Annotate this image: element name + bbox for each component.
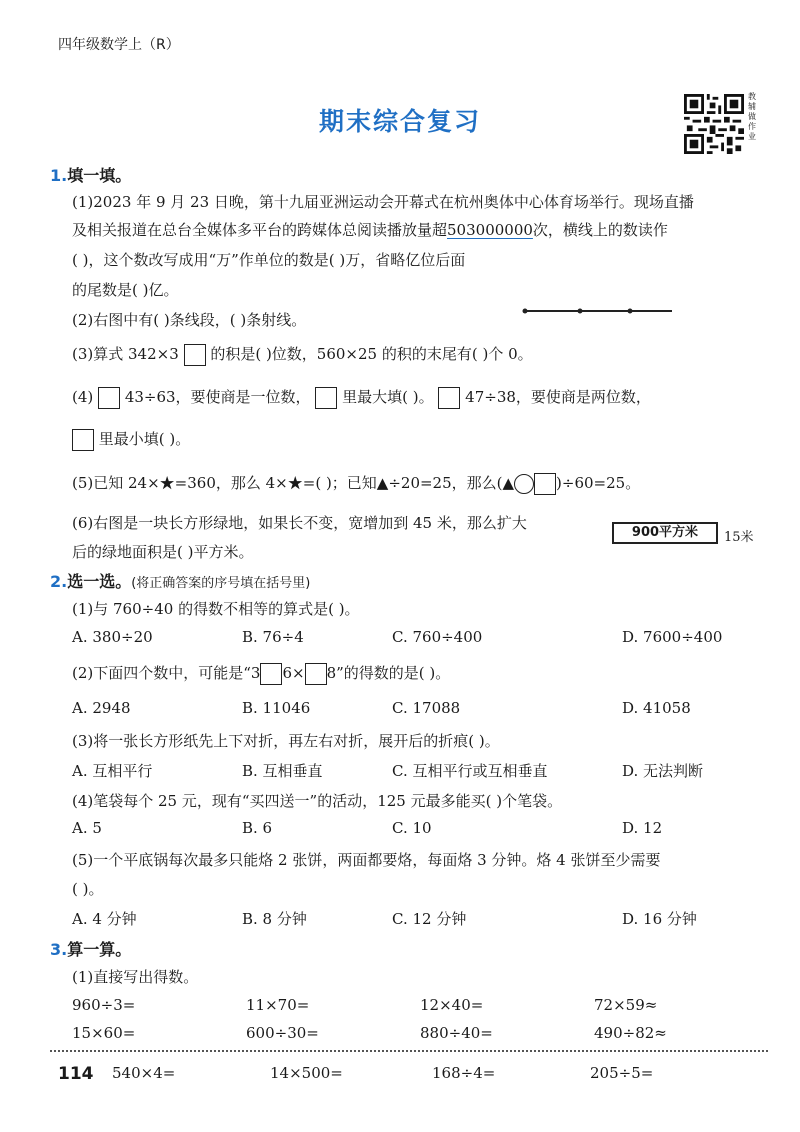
calc-item: 540×4= <box>112 1064 176 1082</box>
q1-2: (2)右图中有( )条线段，( )条射线。 <box>72 311 307 329</box>
answer-box[interactable] <box>98 387 120 409</box>
q1-4-text-e: 里最小填( )。 <box>98 430 191 448</box>
q1-4-label: (4) <box>72 388 94 406</box>
calc-item: 14×500= <box>270 1064 343 1082</box>
option-c[interactable]: C. 760÷400 <box>392 628 483 646</box>
answer-box[interactable] <box>72 429 94 451</box>
option-b[interactable]: B. 76÷4 <box>242 628 304 646</box>
section-title: 填一填。 <box>67 166 132 185</box>
option-b[interactable]: B. 6 <box>242 819 273 837</box>
option-c[interactable]: C. 互相平行或互相垂直 <box>392 762 548 780</box>
calc-item: 12×40= <box>420 996 484 1014</box>
q2-2-text-a: (2)下面四个数中，可能是“3 <box>72 664 261 682</box>
section-2-heading <box>50 569 310 592</box>
line-segment-diagram <box>522 304 674 318</box>
q1-1-line1: (1)2023 年 9 月 23 日晚，第十九届亚洲运动会开幕式在杭州奥体中心体育场举行。现场直播 <box>72 193 694 211</box>
option-a[interactable]: A. 2948 <box>72 699 131 717</box>
calc-item: 960÷3= <box>72 996 136 1014</box>
option-a[interactable]: A. 380÷20 <box>72 628 153 646</box>
answer-box[interactable] <box>438 387 460 409</box>
q1-3 <box>72 343 533 366</box>
answer-box[interactable] <box>534 473 556 495</box>
option-a[interactable]: A. 5 <box>72 819 102 837</box>
q1-4-text-c: 里最大填( )。 <box>342 388 434 406</box>
q1-1-line3: ( )，这个数改写成用“万”作单位的数是( )万，省略亿位后面 <box>72 251 466 269</box>
q1-3-text-a: (3)算式 342×3 <box>72 345 179 363</box>
answer-box[interactable] <box>184 344 206 366</box>
section-number: 2. <box>50 572 68 591</box>
calc-item: 168÷4= <box>432 1064 496 1082</box>
q2-5-line2: ( )。 <box>72 880 104 898</box>
calc-item: 15×60= <box>72 1024 136 1042</box>
section-title: 算一算。 <box>67 940 132 959</box>
option-a[interactable]: A. 4 分钟 <box>72 910 137 928</box>
q2-3: (3)将一张长方形纸先上下对折，再左右对折，展开后的折痕( )。 <box>72 732 500 750</box>
q1-1-line4: 的尾数是( )亿。 <box>72 281 179 299</box>
option-d[interactable]: D. 7600÷400 <box>622 628 723 646</box>
q3-1: (1)直接写出得数。 <box>72 968 199 986</box>
q2-1: (1)与 760÷40 的得数不相等的算式是( )。 <box>72 600 360 618</box>
option-d[interactable]: D. 12 <box>622 819 663 837</box>
calc-item: 600÷30= <box>246 1024 319 1042</box>
calc-item: 880÷40= <box>420 1024 493 1042</box>
section-1-heading <box>50 163 131 186</box>
q2-2-text-b: 6× <box>282 664 305 682</box>
option-d[interactable]: D. 41058 <box>622 699 691 717</box>
underlined-number: 503000000 <box>447 221 533 239</box>
page-divider <box>50 1050 768 1052</box>
option-c[interactable]: C. 12 分钟 <box>392 910 467 928</box>
q1-5-text-a: (5)已知 24×★=360，那么 4×★=( )；已知▲÷20=25，那么(▲ <box>72 474 515 492</box>
calc-item: 490÷82≈ <box>594 1024 667 1042</box>
q1-1-text-a: 及相关报道在总台全媒体多平台的跨媒体总阅读播放量超 <box>72 221 448 239</box>
q1-4-line1 <box>72 386 651 409</box>
q2-2-text-c: 8”的得数的是( )。 <box>326 664 451 682</box>
q1-6-line2: 后的绿地面积是( )平方米。 <box>72 543 254 561</box>
q1-4-line2 <box>72 428 190 451</box>
q2-4: (4)笔袋每个 25 元，现有“买四送一”的活动，125 元最多能买( )个笔袋。 <box>72 792 563 810</box>
section-number: 1. <box>50 166 68 185</box>
option-c[interactable]: C. 10 <box>392 819 432 837</box>
calc-item: 205÷5= <box>590 1064 654 1082</box>
answer-box[interactable] <box>305 663 327 685</box>
section-note: (将正确答案的序号填在括号里) <box>131 576 311 591</box>
rectangle-width-label: 15米 <box>724 530 754 545</box>
page-title: 期末综合复习 <box>318 107 481 136</box>
answer-circle[interactable] <box>514 474 534 494</box>
option-a[interactable]: A. 互相平行 <box>72 762 153 780</box>
section-number: 3. <box>50 940 68 959</box>
option-b[interactable]: B. 互相垂直 <box>242 762 323 780</box>
option-d[interactable]: D. 无法判断 <box>622 762 704 780</box>
option-b[interactable]: B. 11046 <box>242 699 311 717</box>
q1-1-line2 <box>72 219 668 240</box>
answer-box[interactable] <box>315 387 337 409</box>
answer-box[interactable] <box>260 663 282 685</box>
q1-6-line1: (6)右图是一块长方形绿地，如果长不变，宽增加到 45 米，那么扩大 <box>72 514 527 532</box>
q1-5 <box>72 472 640 495</box>
q1-1-text-b: 次，横线上的数读作 <box>532 221 668 239</box>
q1-3-text-b: 的积是( )位数，560×25 的积的末尾有( )个 0。 <box>210 345 533 363</box>
section-3-heading <box>50 937 131 960</box>
q2-2 <box>72 662 450 685</box>
calc-item: 11×70= <box>246 996 310 1014</box>
q1-4-text-b: 43÷63，要使商是一位数， <box>124 388 311 406</box>
q2-5-line1: (5)一个平底锅每次最多只能烙 2 张饼，两面都要烙，每面烙 3 分钟。烙 4 张饼至少需要 <box>72 851 661 869</box>
q1-4-text-d: 47÷38，要使商是两位数， <box>465 388 651 406</box>
page-number: 114 <box>58 1064 94 1084</box>
q1-5-text-b: )÷60=25。 <box>556 474 641 492</box>
book-header: 四年级数学上（R） <box>58 37 180 53</box>
option-c[interactable]: C. 17088 <box>392 699 461 717</box>
qr-caption: 教辅做作业 <box>748 92 756 141</box>
qr-code-icon <box>684 94 744 154</box>
section-title: 选一选。 <box>67 572 132 591</box>
rectangle-diagram: 900平方米 <box>612 522 718 544</box>
calc-item: 72×59≈ <box>594 996 658 1014</box>
option-d[interactable]: D. 16 分钟 <box>622 910 697 928</box>
option-b[interactable]: B. 8 分钟 <box>242 910 307 928</box>
